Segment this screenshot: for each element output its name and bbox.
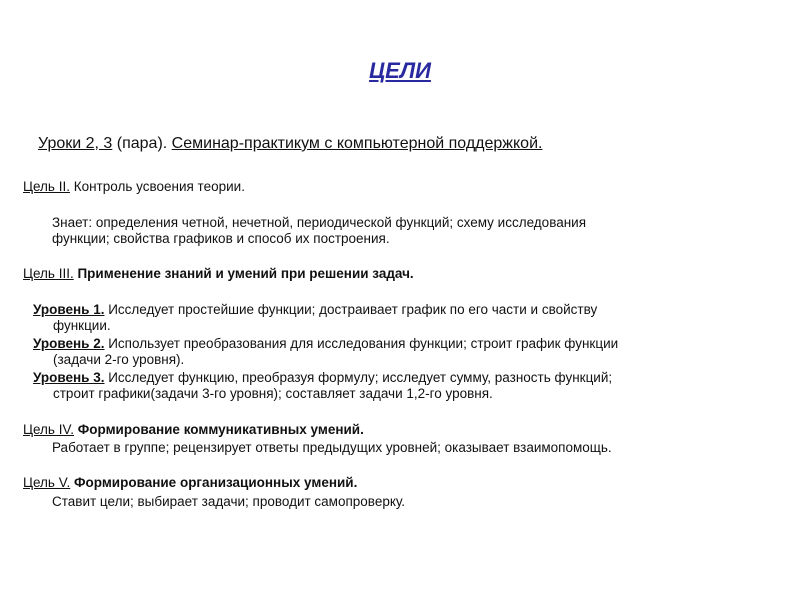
goal-4-description: Работает в группе; рецензирует ответы предыдущих уровней; оказывает взаимопомощь.	[52, 440, 612, 455]
level-3-line1: Исследует функцию, преобразуя формулу; исследует сумму, разность функций;	[104, 370, 613, 385]
goal-3-label: Цель III.	[23, 266, 74, 281]
goal-5-heading	[23, 475, 357, 491]
lessons-paren: (пара).	[112, 135, 172, 152]
level-1-line2: функции.	[53, 318, 111, 333]
level-1-label: Уровень 1.	[33, 302, 105, 317]
goal-3-heading	[23, 266, 414, 282]
goal-2-desc-line2: функции; свойства графиков и способ их построения.	[52, 231, 390, 246]
level-1-line1: Исследует простейшие функции; достраивает график по его части и свойству	[104, 302, 598, 317]
goal-2-description	[52, 215, 586, 247]
level-2-line2: (задачи 2-го уровня).	[53, 352, 185, 367]
goal-3-text: Применение знаний и умений при решении задач.	[73, 266, 414, 281]
goal-2-desc-line1: Знает: определения четной, нечетной, периодической функций; схему исследования	[52, 215, 587, 230]
goal-5-text: Формирование организационных умений.	[70, 475, 358, 490]
level-2-label: Уровень 2.	[33, 336, 105, 351]
page-title: ЦЕЛИ	[369, 58, 431, 83]
level-1-item	[33, 302, 597, 334]
goal-4-heading	[23, 422, 364, 438]
level-3-line2: строит графики(задачи 3-го уровня); составляет задачи 1,2-го уровня.	[53, 386, 493, 401]
goal-5-label: Цель V.	[23, 475, 71, 490]
level-3-label: Уровень 3.	[33, 370, 105, 385]
goal-4-text: Формирование коммуникативных умений.	[73, 422, 364, 437]
goal-2-heading	[23, 179, 245, 195]
lessons-label: Уроки 2, 3	[38, 135, 113, 152]
goal-2-text: Контроль усвоения теории.	[69, 179, 245, 194]
lessons-topic: Семинар-практикум с компьютерной поддержкой.	[171, 135, 543, 152]
level-2-item	[33, 336, 618, 368]
level-3-item	[33, 370, 612, 402]
goal-5-description: Ставит цели; выбирает задачи; проводит самопроверку.	[52, 494, 406, 509]
goal-4-label: Цель IV.	[23, 422, 74, 437]
lessons-heading	[38, 135, 542, 153]
level-2-line1: Использует преобразования для исследования функции; строит график функции	[104, 336, 619, 351]
goal-2-label: Цель II.	[23, 179, 70, 194]
